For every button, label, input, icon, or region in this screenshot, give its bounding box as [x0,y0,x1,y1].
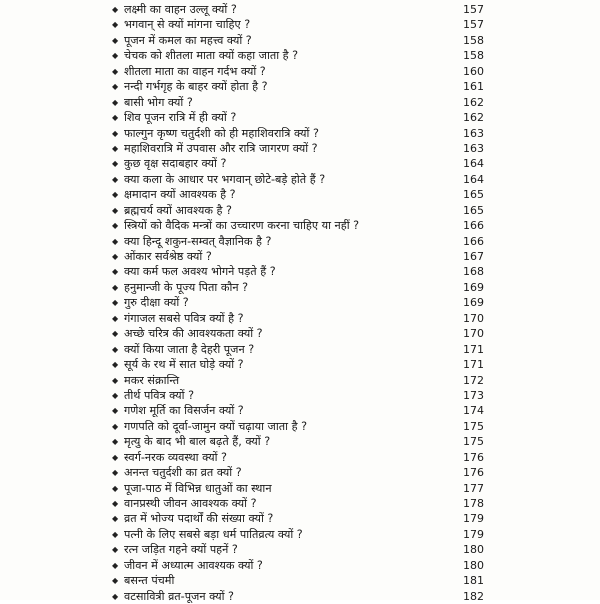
toc-entry [112,48,484,63]
diamond-bullet-icon: ◆ [112,591,119,601]
toc-entry-page-number: 162 [463,111,484,125]
toc-entry-title: पूजन में कमल का महत्त्व क्यों ? [124,33,252,47]
toc-entry-page-number: 167 [463,250,484,263]
toc-entry-title: अच्छे चरित्र की आवश्यकता क्यों ? [124,327,263,341]
toc-entry [112,295,484,310]
toc-entry-page-number: 180 [463,543,484,557]
toc-entry [112,342,484,357]
toc-entry [112,249,484,264]
toc-entry-page-number: 158 [463,33,484,47]
toc-entry-page-number: 157 [463,18,484,32]
toc-entry-page-number: 160 [463,64,484,78]
toc-entry-title: पूजा-पाठ में विभिन्न धातुओं का स्थान [124,481,272,495]
toc-entry-page-number: 182 [463,589,484,603]
toc-entry-page-number: 179 [463,527,484,541]
toc-entry-page-number: 164 [463,172,484,186]
toc-entry [112,573,484,588]
diamond-bullet-icon: ◆ [112,205,119,215]
diamond-bullet-icon: ◆ [112,560,119,570]
toc-entry [112,280,484,295]
toc-entry-page-number: 175 [463,435,484,449]
toc-entry [112,95,484,110]
toc-entry [112,79,484,94]
toc-entry-title: हनुमान्जी के पूज्य पिता कौन ? [124,280,249,294]
toc-entry-title: वटसावित्री व्रत-पूजन क्यों ? [124,589,234,603]
diamond-bullet-icon: ◆ [112,514,119,524]
toc-entry-page-number: 177 [463,481,484,495]
toc-entry [112,589,484,604]
diamond-bullet-icon: ◆ [112,421,119,431]
toc-entry-title: मृत्यु के बाद भी बाल बढ़ते हैं, क्यों ? [124,435,271,449]
toc-entry-title: ओंकार सर्वश्रेष्ठ क्यों ? [124,250,212,263]
toc-entry [112,450,484,465]
diamond-bullet-icon: ◆ [112,437,119,447]
toc-entry [112,234,484,249]
table-of-contents [112,2,484,604]
toc-entry [112,33,484,48]
toc-entry-page-number: 174 [463,404,484,418]
diamond-bullet-icon: ◆ [112,174,119,184]
toc-entry-page-number: 181 [463,574,484,588]
toc-entry-title: व्रत में भोज्य पदार्थों की संख्या क्यों ? [124,512,274,526]
toc-entry [112,126,484,141]
toc-entry [112,172,484,187]
toc-entry-page-number: 169 [463,296,484,310]
toc-entry-title: शीतला माता का वाहन गर्दभ क्यों ? [124,64,266,78]
toc-entry [112,481,484,496]
diamond-bullet-icon: ◆ [112,97,119,107]
toc-entry-title: बसन्त पंचमी [124,574,175,588]
diamond-bullet-icon: ◆ [112,390,119,400]
toc-entry-title: रत्न जड़ित गहने क्यों पहनें ? [124,543,238,557]
toc-entry-page-number: 166 [463,234,484,248]
diamond-bullet-icon: ◆ [112,143,119,153]
toc-entry [112,373,484,388]
toc-entry-title: फाल्गुन कृष्ण चतुर्दशी को ही महाशिवरात्रि क्यों ? [124,126,319,140]
toc-entry-title: पत्नी के लिए सबसे बड़ा धर्म पातिव्रत्य क्यों ? [124,527,303,541]
toc-entry-title: स्त्रियों को वैदिक मन्त्रों का उच्चारण करना चाहिए या नहीं ? [124,219,360,233]
toc-entry-title: स्वर्ग-नरक व्यवस्था क्यों ? [124,450,227,464]
toc-entry-page-number: 176 [463,450,484,464]
toc-entry-title: गणपति को दूर्वा-जामुन क्यों चढ़ाया जाता है ? [124,419,308,433]
toc-entry-title: महाशिवरात्रि में उपवास और रात्रि जागरण क्यों ? [124,141,318,155]
toc-entry-page-number: 175 [463,419,484,433]
toc-entry-title: अनन्त चतुर्दशी का व्रत क्यों ? [124,466,242,480]
toc-entry-title: क्षमादान क्यों आवश्यक है ? [124,188,236,202]
toc-entry-title: जीवन में अध्यात्म आवश्यक क्यों ? [124,558,263,572]
toc-entry-page-number: 172 [463,373,484,387]
toc-entry [112,465,484,480]
toc-entry [112,218,484,233]
toc-entry-title: बासी भोग क्यों ? [124,95,193,109]
toc-entry-page-number: 168 [463,265,484,279]
toc-entry-page-number: 171 [463,342,484,356]
diamond-bullet-icon: ◆ [112,236,119,246]
toc-entry [112,187,484,202]
diamond-bullet-icon: ◆ [112,329,119,339]
toc-entry [112,542,484,557]
toc-entry-page-number: 179 [463,512,484,526]
diamond-bullet-icon: ◆ [112,344,119,354]
diamond-bullet-icon: ◆ [112,360,119,370]
toc-entry-page-number: 171 [463,358,484,372]
toc-entry [112,357,484,372]
diamond-bullet-icon: ◆ [112,267,119,277]
toc-entry-title: क्या कला के आधार पर भगवान् छोटे-बड़े होते हैं ? [124,172,326,186]
toc-entry-title: नन्दी गर्भगृह के बाहर क्यों होता है ? [124,80,268,94]
toc-entry-title: ब्रह्मचर्य क्यों आवश्यक है ? [124,203,232,217]
toc-entry [112,496,484,511]
toc-entry-title: क्यों किया जाता है देहरी पूजन ? [124,342,255,356]
diamond-bullet-icon: ◆ [112,576,119,586]
diamond-bullet-icon: ◆ [112,545,119,555]
toc-entry-title: शिव पूजन रात्रि में ही क्यों ? [124,111,237,125]
toc-entry-title: चेचक को शीतला माता क्यों कहा जाता है ? [124,49,299,63]
toc-entry-page-number: 170 [463,311,484,325]
toc-entry-title: कुछ वृक्ष सदाबहार क्यों ? [124,157,227,171]
toc-entry [112,527,484,542]
toc-entry [112,64,484,79]
diamond-bullet-icon: ◆ [112,313,119,323]
toc-entry-page-number: 178 [463,497,484,510]
diamond-bullet-icon: ◆ [112,82,119,92]
diamond-bullet-icon: ◆ [112,20,119,30]
toc-entry-title: गणेश मूर्ति का विसर्जन क्यों ? [124,404,244,418]
diamond-bullet-icon: ◆ [112,452,119,462]
diamond-bullet-icon: ◆ [112,35,119,45]
diamond-bullet-icon: ◆ [112,66,119,76]
toc-entry [112,17,484,32]
toc-entry [112,326,484,341]
diamond-bullet-icon: ◆ [112,113,119,123]
toc-entry-page-number: 173 [463,388,484,402]
toc-entry [112,141,484,156]
toc-entry-page-number: 169 [463,280,484,294]
toc-entry-page-number: 163 [463,126,484,140]
toc-entry [112,203,484,218]
toc-entry-title: गुरु दीक्षा क्यों ? [124,296,189,310]
toc-entry [112,156,484,171]
diamond-bullet-icon: ◆ [112,468,119,478]
diamond-bullet-icon: ◆ [112,128,119,138]
diamond-bullet-icon: ◆ [112,221,119,231]
diamond-bullet-icon: ◆ [112,483,119,493]
toc-entry-page-number: 170 [463,327,484,341]
diamond-bullet-icon: ◆ [112,252,119,261]
toc-entry-page-number: 161 [463,80,484,94]
toc-entry-page-number: 158 [463,49,484,63]
toc-entry-page-number: 165 [463,203,484,217]
toc-entry [112,434,484,449]
toc-entry-page-number: 180 [463,558,484,572]
toc-entry [112,264,484,279]
diamond-bullet-icon: ◆ [112,159,119,169]
toc-entry [112,110,484,125]
toc-entry-page-number: 176 [463,466,484,480]
toc-entry-title: सूर्य के रथ में सात घोड़े क्यों ? [124,358,244,372]
toc-entry-page-number: 162 [463,95,484,109]
diamond-bullet-icon: ◆ [112,375,119,385]
toc-entry [112,388,484,403]
toc-entry-title: भगवान् से क्यों मांगना चाहिए ? [124,18,251,32]
toc-entry [112,311,484,326]
diamond-bullet-icon: ◆ [112,499,119,508]
toc-entry [112,2,484,17]
toc-entry-title: मकर संक्रान्ति [124,373,180,387]
toc-entry-title: लक्ष्मी का वाहन उल्लू क्यों ? [124,3,237,16]
toc-entry [112,419,484,434]
toc-entry-page-number: 166 [463,219,484,233]
toc-entry-page-number: 163 [463,141,484,155]
toc-entry-page-number: 164 [463,157,484,171]
diamond-bullet-icon: ◆ [112,190,119,200]
toc-entry [112,511,484,526]
toc-entry-title: तीर्थ पवित्र क्यों ? [124,388,195,402]
diamond-bullet-icon: ◆ [112,282,119,292]
toc-entry-title: गंगाजल सबसे पवित्र क्यों है ? [124,311,244,325]
toc-entry-page-number: 157 [463,3,484,16]
toc-entry-title: क्या कर्म फल अवश्य भोगने पड़ते हैं ? [124,265,276,279]
diamond-bullet-icon: ◆ [112,298,119,308]
toc-entry [112,403,484,418]
diamond-bullet-icon: ◆ [112,529,119,539]
toc-entry-title: वानप्रस्थी जीवन आवश्यक क्यों ? [124,497,257,510]
diamond-bullet-icon: ◆ [112,51,119,61]
diamond-bullet-icon: ◆ [112,5,119,14]
toc-entry [112,558,484,573]
toc-entry-title: क्या हिन्दू शकुन-सम्वत् वैज्ञानिक है ? [124,234,272,248]
toc-entry-page-number: 165 [463,188,484,202]
diamond-bullet-icon: ◆ [112,406,119,416]
